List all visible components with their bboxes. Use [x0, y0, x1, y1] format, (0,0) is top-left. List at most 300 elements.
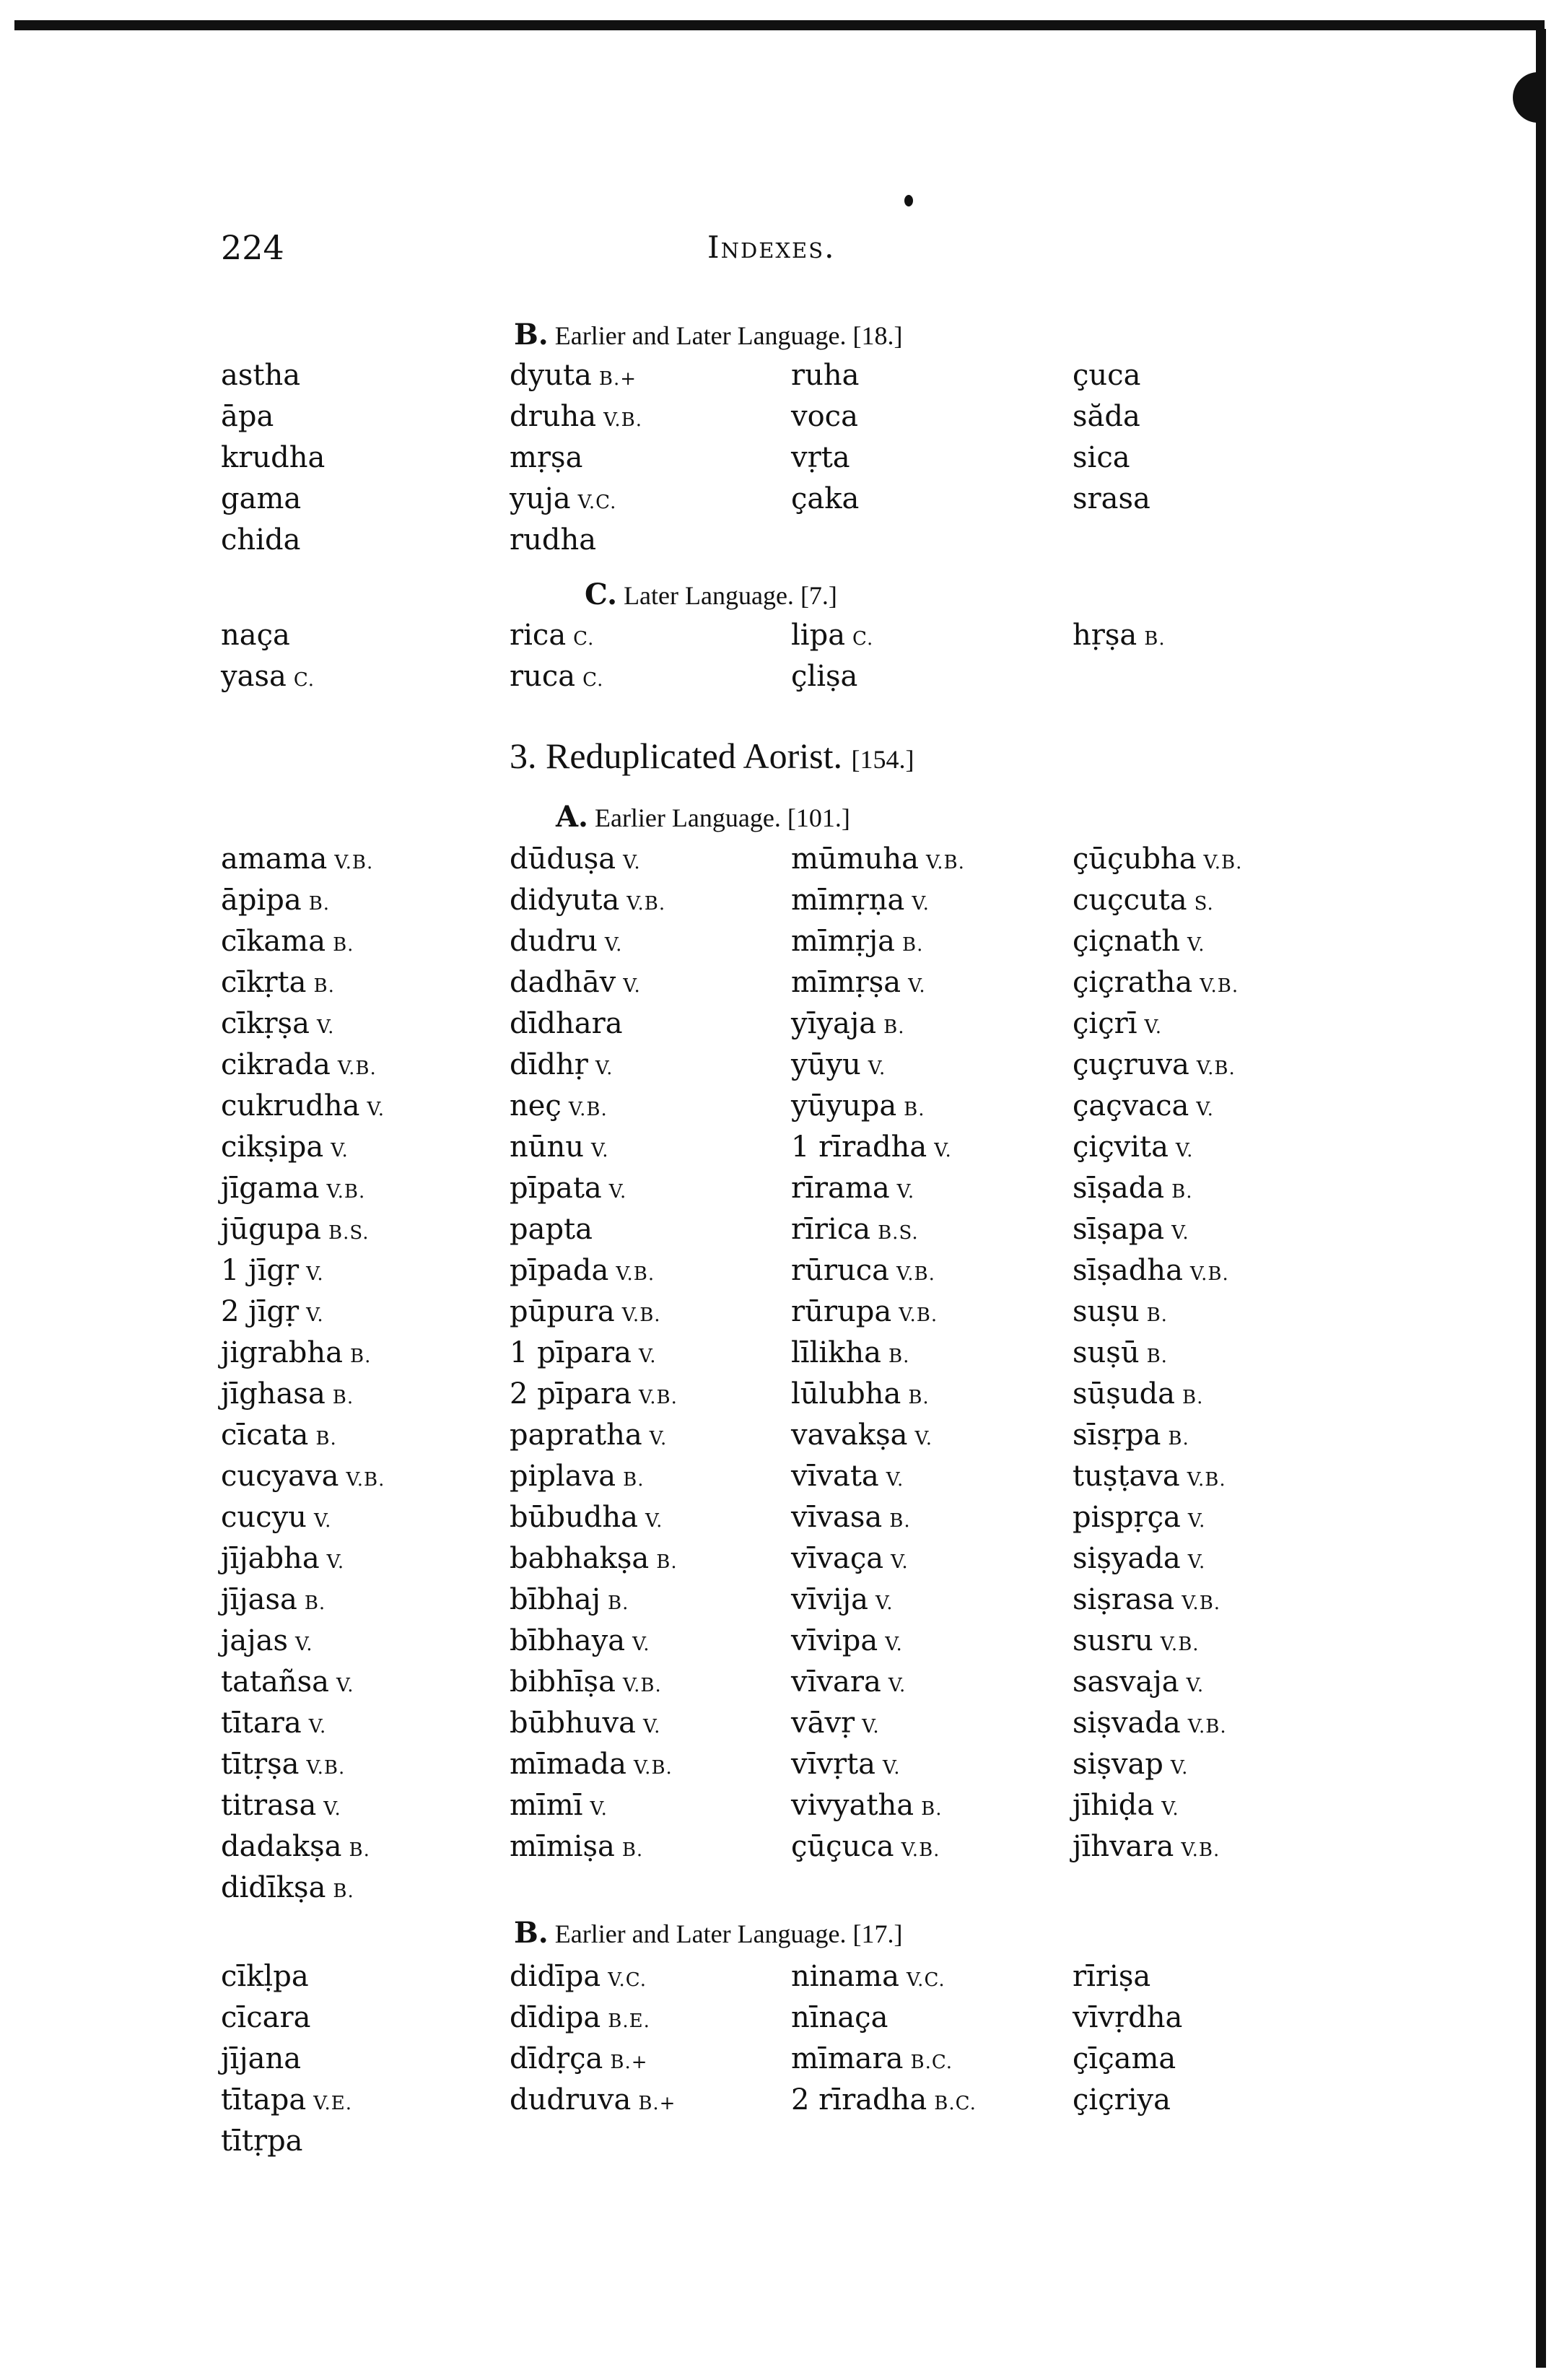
index-entry [510, 523, 597, 557]
entry-source: V. [623, 852, 641, 873]
index-entry [791, 2003, 888, 2032]
index-entry [1073, 1009, 1162, 1038]
entry-root: siṣvap [1073, 1748, 1163, 1781]
entry-root: druha [510, 400, 597, 433]
entry-source: V. [645, 1510, 663, 1532]
entry-root: tatañsa [221, 1665, 329, 1699]
index-entry [510, 484, 616, 513]
index-entry [1073, 1962, 1150, 1991]
entry-source: B. [333, 934, 354, 956]
entry-root: çuçruva [1073, 1048, 1189, 1081]
entry-root: āpa [221, 400, 274, 433]
index-entry [221, 443, 325, 472]
scan-binding-mark [1513, 72, 1539, 123]
entry-source: V.B. [1187, 1469, 1226, 1491]
entry-root: çuca [1073, 359, 1141, 392]
entry-root: amama [221, 842, 328, 876]
entry-root: dīdṛça [510, 2042, 603, 2075]
entry-root: dadakṣa [221, 1830, 342, 1863]
entry-source: V. [1170, 1757, 1189, 1779]
index-entry [1073, 361, 1140, 390]
index-entry [510, 1009, 623, 1038]
entry-source: V. [1196, 1099, 1214, 1120]
entry-source: V. [308, 1716, 327, 1738]
entry-root: cīkṛta [221, 966, 307, 999]
index-entry [791, 2083, 977, 2117]
entry-root: mīmara [791, 2042, 904, 2075]
index-entry [791, 1174, 914, 1203]
entry-source: S. [1194, 893, 1214, 915]
entry-source: B. [349, 1839, 370, 1861]
index-entry [221, 2083, 352, 2117]
entry-source: B. [883, 1016, 905, 1038]
entry-source: V. [608, 1181, 627, 1203]
entry-root: vīvipa [791, 1624, 878, 1657]
index-entry [221, 886, 330, 915]
entry-source: B.S. [328, 1222, 370, 1244]
index-entry [1073, 1665, 1205, 1699]
index-entry [221, 1750, 345, 1779]
entry-root: astha [221, 359, 301, 392]
index-entry [1073, 443, 1130, 472]
section-count: [17.] [852, 1919, 903, 1948]
entry-root: mīmṛṣa [791, 966, 901, 999]
entry-source: V. [883, 1757, 901, 1779]
index-entry [791, 1089, 925, 1123]
entry-source: B. [1168, 1428, 1189, 1450]
entry-root: neç [510, 1089, 562, 1123]
entry-root: didyuta [510, 884, 620, 917]
index-entry [221, 2003, 310, 2032]
index-entry [791, 968, 926, 997]
entry-root: sica [1073, 441, 1130, 474]
entry-root: mīmada [510, 1748, 626, 1781]
entry-source: V. [595, 1058, 613, 1079]
entry-source: V. [642, 1716, 661, 1738]
index-entry [221, 1873, 354, 1902]
entry-root: piplava [510, 1460, 616, 1493]
index-entry [510, 1089, 608, 1123]
section-letter: B. [514, 1916, 549, 1950]
entry-root: çaçvaca [1073, 1089, 1189, 1123]
entry-root: jījana [221, 2042, 302, 2075]
entry-root: çaka [791, 482, 860, 515]
entry-source: V. [896, 1181, 915, 1203]
entry-root: yasa [221, 660, 287, 693]
index-entry [1073, 842, 1243, 876]
index-entry [510, 1791, 608, 1820]
entry-source: B.E. [608, 2010, 650, 2032]
entry-root: didīkṣa [221, 1871, 326, 1904]
entry-source: B. [656, 1551, 678, 1573]
index-entry [221, 621, 290, 650]
entry-root: cuçcuta [1073, 884, 1187, 917]
index-entry [1073, 1832, 1220, 1861]
index-entry [221, 484, 301, 513]
index-entry [221, 1009, 334, 1038]
entry-source: V. [623, 975, 641, 997]
index-entry [221, 1462, 385, 1491]
entry-root: săda [1073, 400, 1140, 433]
entry-source: V. [306, 1304, 324, 1326]
index-entry [221, 523, 301, 557]
entry-source: V. [591, 1140, 609, 1161]
index-entry [221, 1130, 349, 1164]
entry-source: B.+ [610, 2052, 648, 2073]
entry-source: C. [582, 669, 604, 691]
entry-root: vīvasa [791, 1501, 883, 1534]
entry-source: V.B. [1181, 1839, 1220, 1861]
entry-root: cīkḷpa [221, 1960, 309, 1993]
entry-source: B.S. [878, 1222, 919, 1244]
entry-source: B. [315, 1428, 337, 1450]
index-entry [510, 1706, 661, 1740]
entry-root: vīvṛdha [1073, 2001, 1183, 2034]
entry-source: V. [604, 934, 623, 956]
entry-source: V. [934, 1140, 952, 1161]
index-entry [791, 1544, 909, 1573]
entry-source: B. [608, 1592, 629, 1614]
entry-root: sīṣada [1073, 1172, 1165, 1205]
entry-root: mṛṣa [510, 441, 583, 474]
index-entry [510, 361, 637, 390]
entry-root: çiçratha [1073, 966, 1193, 999]
entry-root: būbhuva [510, 1706, 636, 1740]
entry-root: titrasa [221, 1789, 317, 1822]
entry-root: çūçubha [1073, 842, 1197, 876]
entry-root: dūduṣa [510, 842, 616, 876]
entry-source: V.B. [638, 1387, 678, 1408]
entry-root: rīriṣa [1073, 1960, 1151, 1993]
section-number: 3. [510, 736, 537, 776]
entry-root: tītara [221, 1706, 302, 1740]
entry-root: dyuta [510, 359, 592, 392]
entry-source: V. [331, 1140, 349, 1161]
entry-root: 1 rīradha [791, 1130, 927, 1164]
index-entry [510, 1418, 668, 1452]
index-entry [221, 1544, 344, 1573]
entry-root: būbudha [510, 1501, 638, 1534]
entry-root: vīvaça [791, 1542, 884, 1575]
index-entry [510, 2044, 648, 2073]
entry-root: pīpada [510, 1254, 609, 1287]
entry-source: V. [885, 1634, 903, 1655]
index-entry [1073, 402, 1140, 431]
entry-root: 2 jīgṛ [221, 1295, 300, 1328]
index-entry [791, 1462, 904, 1491]
section-title: Reduplicated Aorist. [546, 736, 843, 776]
entry-root: tītṛpa [221, 2124, 303, 2158]
section-heading-b-earlier-later [514, 318, 903, 352]
section-title: Earlier and Later Language. [554, 321, 847, 350]
index-entry [1073, 1791, 1179, 1820]
index-entry [510, 402, 642, 431]
entry-root: çiçvita [1073, 1130, 1169, 1164]
entry-source: V. [336, 1675, 354, 1696]
entry-root: vivyatha [791, 1789, 914, 1822]
index-entry [1073, 2003, 1182, 2032]
index-entry [791, 1256, 935, 1285]
index-entry [791, 484, 859, 513]
entry-root: tītṛṣa [221, 1748, 300, 1781]
index-entry [791, 927, 923, 956]
entry-root: rica [510, 619, 567, 652]
entry-root: suṣu [1073, 1295, 1140, 1328]
entry-root: cīcara [221, 2001, 311, 2034]
entry-root: rīrama [791, 1172, 890, 1205]
entry-source: V. [323, 1798, 341, 1820]
entry-root: nūnu [510, 1130, 585, 1164]
index-entry [221, 2044, 301, 2073]
index-entry [1073, 1130, 1194, 1164]
index-entry [510, 968, 641, 997]
entry-root: voca [791, 400, 858, 433]
entry-source: B. [1182, 1387, 1204, 1408]
entry-root: pūpura [510, 1295, 615, 1328]
entry-source: B. [888, 1346, 910, 1367]
index-entry [510, 1338, 656, 1367]
index-entry [1073, 1418, 1189, 1452]
entry-source: V. [914, 1428, 933, 1450]
entry-root: çūçuca [791, 1830, 894, 1863]
entry-root: cucyava [221, 1460, 339, 1493]
entry-root: sasvaja [1073, 1665, 1179, 1699]
entry-root: vavakṣa [791, 1418, 908, 1452]
entry-root: 1 jīgṛ [221, 1254, 300, 1287]
entry-root: sīsṛpa [1073, 1418, 1161, 1452]
entry-source: V. [1161, 1798, 1179, 1820]
entry-root: siṣrasa [1073, 1583, 1175, 1616]
entry-root: cikṣipa [221, 1130, 324, 1164]
index-entry [1073, 484, 1150, 513]
entry-root: hṛṣa [1073, 619, 1137, 652]
index-entry [791, 1962, 946, 1991]
entry-source: V. [590, 1798, 608, 1820]
index-entry [510, 1050, 613, 1079]
entry-root: siṣyada [1073, 1542, 1181, 1575]
index-entry [791, 1706, 880, 1740]
entry-source: V.B. [568, 1099, 608, 1120]
entry-source: V.B. [633, 1757, 673, 1779]
entry-root: sūṣuda [1073, 1377, 1176, 1411]
entry-root: vīvara [791, 1665, 881, 1699]
section-heading-a-earlier [556, 800, 850, 834]
entry-root: 2 rīradha [791, 2083, 927, 2117]
entry-source: B. [308, 893, 331, 915]
section-count: [7.] [800, 581, 837, 610]
entry-root: āpipa [221, 884, 302, 917]
entry-source: V.B. [306, 1757, 346, 1779]
index-entry [791, 1665, 907, 1699]
entry-root: babhakṣa [510, 1542, 650, 1575]
ink-spot [904, 195, 913, 206]
entry-root: siṣvada [1073, 1706, 1181, 1740]
entry-root: vṛta [791, 441, 850, 474]
index-entry [1073, 2044, 1176, 2073]
entry-source: V.B. [616, 1263, 655, 1285]
entry-source: V.B. [899, 1304, 938, 1326]
index-entry [510, 1503, 663, 1532]
section-heading-reduplicated-aorist [510, 735, 914, 777]
index-entry [510, 927, 622, 956]
index-entry [221, 927, 354, 956]
entry-root: vīvija [791, 1583, 869, 1616]
index-entry [791, 1626, 903, 1655]
index-entry [510, 1174, 626, 1203]
entry-source: V. [862, 1716, 880, 1738]
index-entry [510, 2003, 650, 2032]
entry-source: V. [638, 1346, 657, 1367]
entry-source: V. [306, 1263, 324, 1285]
index-entry [791, 1418, 933, 1452]
entry-root: lipa [791, 619, 846, 652]
index-entry [221, 1585, 326, 1614]
index-entry [221, 1665, 354, 1699]
entry-source: V.B. [1200, 975, 1239, 997]
section-letter: C. [585, 577, 618, 611]
entry-source: V.B. [346, 1469, 385, 1491]
entry-root: ruca [510, 660, 576, 693]
entry-root: çiçnath [1073, 925, 1181, 958]
index-entry [221, 1297, 324, 1326]
index-entry [1073, 1706, 1227, 1740]
entry-root: rūrupa [791, 1295, 892, 1328]
index-entry [221, 1256, 324, 1285]
entry-source: V. [868, 1058, 886, 1079]
entry-source: V. [888, 1675, 907, 1696]
entry-root: cucyu [221, 1501, 307, 1534]
index-entry [1073, 2083, 1171, 2117]
entry-source: B. [921, 1798, 943, 1820]
entry-root: dadhāv [510, 966, 616, 999]
section-title: Earlier and Later Language. [554, 1919, 847, 1948]
index-entry [510, 2083, 676, 2117]
entry-root: sīṣadha [1073, 1254, 1183, 1287]
index-entry [510, 1750, 673, 1779]
entry-root: krudha [221, 441, 326, 474]
entry-source: V. [891, 1551, 909, 1573]
entry-root: didīpa [510, 1960, 601, 1993]
entry-source: B. [333, 1880, 354, 1902]
index-entry [221, 402, 274, 431]
entry-root: susru [1073, 1624, 1153, 1657]
index-entry [1073, 1462, 1226, 1491]
index-entry [1073, 1626, 1200, 1655]
entry-source: B. [621, 1839, 644, 1861]
entry-source: B. [1144, 628, 1166, 650]
entry-source: B. [623, 1469, 645, 1491]
scan-right-border [1536, 29, 1546, 2368]
entry-source: V.B. [1187, 1716, 1227, 1738]
index-entry [791, 662, 857, 691]
index-entry [510, 1832, 643, 1861]
index-entry [510, 1256, 655, 1285]
index-entry [791, 1215, 919, 1244]
index-entry [791, 621, 873, 650]
index-entry [510, 842, 641, 876]
index-entry [1073, 968, 1239, 997]
entry-source: B.C. [910, 2052, 953, 2073]
entry-source: V.C. [906, 1969, 946, 1991]
entry-source: B. [1146, 1304, 1168, 1326]
index-entry [1073, 1256, 1229, 1285]
index-entry [510, 1215, 593, 1244]
entry-root: rīrica [791, 1213, 871, 1246]
entry-source: B. [904, 1099, 925, 1120]
entry-root: jūgupa [221, 1213, 321, 1246]
entry-root: ruha [791, 359, 860, 392]
entry-source: V.C. [577, 492, 617, 513]
entry-source: B. [889, 1510, 911, 1532]
entry-root: dīdipa [510, 2001, 601, 2034]
section-count: [154.] [851, 745, 914, 774]
index-entry [791, 2044, 953, 2073]
entry-source: B. [902, 934, 924, 956]
entry-root: cukrudha [221, 1089, 360, 1123]
index-entry [1073, 886, 1214, 915]
index-entry [221, 842, 374, 876]
entry-root: jīhvara [1073, 1830, 1174, 1863]
index-entry [791, 1130, 952, 1164]
section-title: Later Language. [624, 581, 794, 610]
entry-source: V.B. [622, 1675, 662, 1696]
page-number: 224 [221, 228, 284, 267]
entry-source: V.B. [621, 1304, 661, 1326]
index-entry [221, 1377, 354, 1411]
entry-root: jījabha [221, 1542, 320, 1575]
index-entry [510, 443, 582, 472]
entry-source: V.B. [926, 852, 965, 873]
entry-root: jījasa [221, 1583, 297, 1616]
index-entry [221, 1050, 377, 1079]
index-entry [510, 1585, 629, 1614]
entry-root: pispṛça [1073, 1501, 1181, 1534]
entry-source: V. [912, 893, 930, 915]
index-entry [510, 1665, 662, 1699]
index-entry [221, 1706, 327, 1740]
entry-root: mīmṛṇa [791, 884, 905, 917]
entry-source: V.B. [1182, 1592, 1221, 1614]
index-entry [221, 1832, 370, 1861]
entry-source: V.C. [608, 1969, 647, 1991]
entry-source: V.B. [1160, 1634, 1200, 1655]
index-entry [510, 1462, 644, 1491]
index-entry [510, 621, 594, 650]
entry-source: B.C. [934, 2093, 977, 2114]
entry-root: bībhaj [510, 1583, 601, 1616]
entry-root: jīghasa [221, 1377, 326, 1411]
entry-source: B.+ [638, 2093, 676, 2114]
index-entry [221, 1626, 313, 1655]
entry-root: pīpata [510, 1172, 602, 1205]
entry-source: V. [367, 1099, 385, 1120]
entry-root: yuja [510, 482, 571, 515]
entry-source: V. [313, 1510, 332, 1532]
entry-root: chida [221, 523, 301, 557]
index-entry [221, 2124, 303, 2158]
entry-root: 2 pīpara [510, 1377, 632, 1411]
entry-root: yūyupa [791, 1089, 897, 1123]
entry-source: V. [1175, 1140, 1194, 1161]
index-entry [1073, 1503, 1205, 1532]
entry-source: C. [852, 628, 874, 650]
entry-root: çliṣa [791, 660, 858, 693]
index-entry [1073, 1089, 1214, 1123]
entry-source: C. [573, 628, 595, 650]
index-entry [1073, 1585, 1220, 1614]
entry-root: naça [221, 619, 290, 652]
index-entry [510, 886, 665, 915]
